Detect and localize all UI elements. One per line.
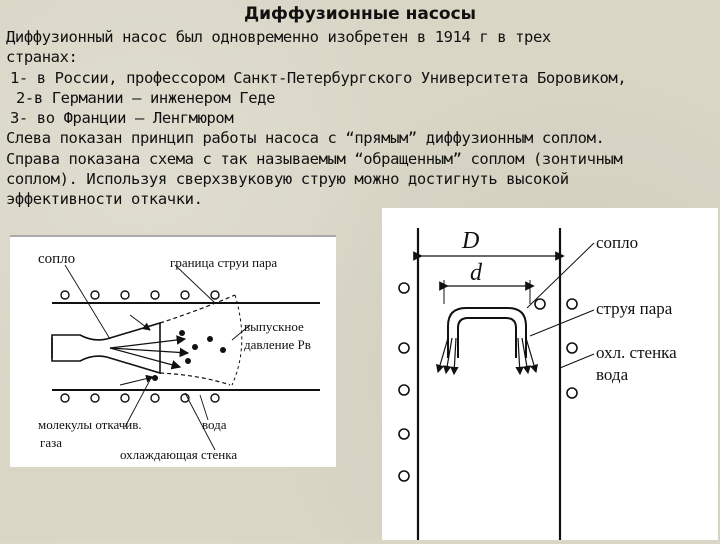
coolant-circles-right	[535, 299, 577, 398]
text-line: странах:	[6, 48, 78, 67]
label-molecules-1: молекулы откачив.	[38, 417, 142, 432]
exhaust-boundary	[232, 295, 242, 385]
label-d: d	[470, 260, 482, 286]
body-text	[6, 27, 716, 210]
label-nozzle: сопло	[596, 233, 639, 252]
label-cooled-wall: охл. стенка	[596, 343, 677, 362]
straight-nozzle-svg	[10, 235, 336, 467]
label-D: D	[462, 228, 480, 254]
label-cooling-wall: охлаждающая стенка	[120, 447, 238, 462]
umbrella-nozzle-svg	[382, 208, 718, 540]
label-exhaust-1: выпускное	[244, 319, 304, 334]
nozzle-body	[52, 323, 160, 373]
text-line: 2-в Германии – инженером Геде	[16, 88, 276, 107]
label-water: вода	[202, 417, 227, 432]
text-line: Слева показан принцип работы насоса с “прямым” диффузионным соплом.	[6, 129, 605, 148]
vapor-jet-arrows	[438, 338, 536, 374]
label-water: вода	[596, 365, 629, 384]
page-title: Диффузионные насосы	[243, 4, 477, 24]
text-line: эффективности откачки.	[6, 190, 203, 209]
label-vapor-jet: струя пара	[596, 299, 673, 318]
umbrella-nozzle-diagram	[382, 208, 718, 540]
jet-boundary-lower	[160, 373, 230, 385]
text-line: 3- во Франции – Ленгмюром	[10, 109, 234, 128]
coolant-circles-left	[399, 283, 409, 481]
label-exhaust-2: давление Рв	[244, 337, 311, 352]
text-line: Справа показана схема с так называемым “обращенным” соплом (зонтичным	[6, 149, 623, 168]
label-jet-boundary: граница струи пара	[170, 255, 278, 270]
text-line: Диффузионный насос был одновременно изобретен в 1914 г в трех	[6, 28, 551, 46]
jet-boundary-upper	[160, 295, 235, 323]
text-line: соплом). Используя сверхзвуковую струю можно достигнуть высокой	[6, 170, 569, 189]
label-molecules-2: газа	[40, 435, 63, 450]
straight-nozzle-diagram	[10, 235, 336, 467]
umbrella-nozzle-outer	[448, 308, 526, 358]
label-nozzle: сопло	[38, 251, 76, 267]
umbrella-nozzle-inner	[458, 318, 516, 358]
text-line: 1- в России, профессором Санкт-Петербургского Университета Боровиком,	[10, 68, 627, 87]
